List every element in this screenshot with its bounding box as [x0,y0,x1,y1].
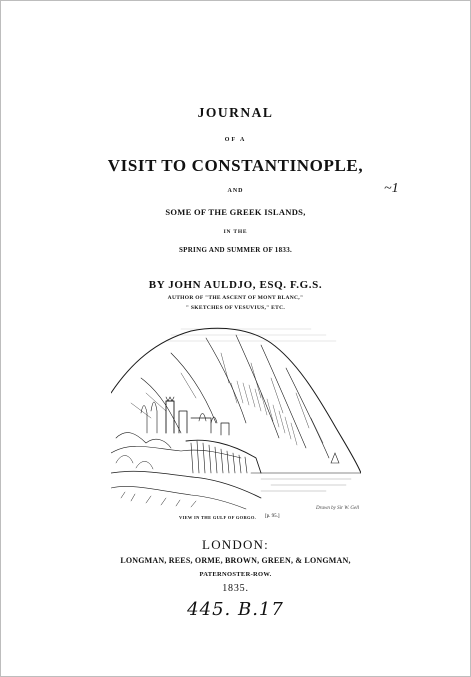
imprint-city: LONDON: [202,537,269,552]
title-connector-of-a: OF A [224,137,247,143]
book-subtitle-islands: SOME OF THE GREEK ISLANDS, [165,207,306,217]
author-works-line-1: AUTHOR OF "THE ASCENT OF MONT BLANC," [167,295,304,301]
library-shelfmark: 445. B.17 [187,599,284,620]
illustration-caption: VIEW IN THE GULF OF GORGO. [179,515,257,520]
author-works-line-2: " SKETCHES OF VESUVIUS," ETC. [185,305,286,311]
title-connector-and: AND [227,188,244,194]
margin-pencil-mark: ~1 [384,181,399,196]
title-connector-in-the: IN THE [223,229,248,235]
imprint-publishers: LONGMAN, REES, ORME, BROWN, GREEN, & LONGMAN, [120,556,351,565]
engraving-illustration [111,323,361,511]
illustration-page-ref: [p. 95.] [265,514,280,519]
imprint-year: 1835. [222,583,249,594]
book-season: SPRING AND SUMMER OF 1833. [178,246,293,254]
imprint-address: PATERNOSTER-ROW. [199,571,272,578]
book-title: JOURNAL [197,105,274,120]
author-line: BY JOHN AULDJO, ESQ. F.G.S. [148,279,323,291]
engraver-credit: Drawn by Sir W. Gell [316,506,360,511]
book-subtitle: VISIT TO CONSTANTINOPLE, [107,156,364,175]
